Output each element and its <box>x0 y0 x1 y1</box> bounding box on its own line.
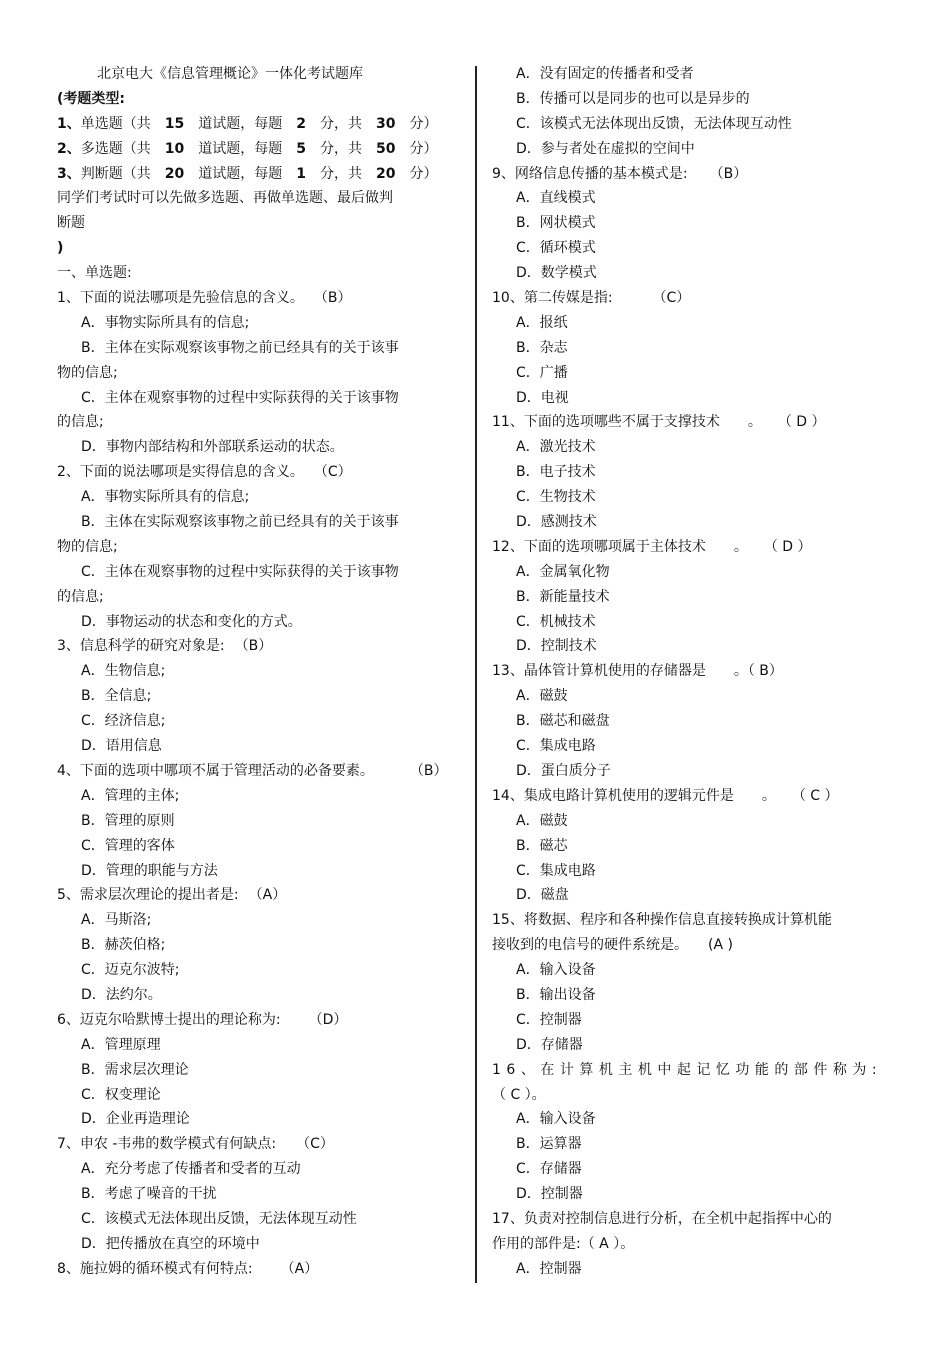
type-line-2: 2、多选题（共 10 道试题，每题 5 分，共 50 分） <box>57 140 438 157</box>
question-8-stem: 8、施拉姆的循环模式有何特点: （A） <box>57 1257 462 1282</box>
option: A．事物实际所具有的信息; <box>81 314 250 331</box>
option: D．事物运动的状态和变化的方式。 <box>81 613 302 630</box>
question-10-stem: 10、第二传媒是指: （C） <box>492 286 892 311</box>
question-12-stem: 12、下面的选项哪项属于主体技术 。 （ D ） <box>492 535 892 560</box>
option: B．新能量技术 <box>516 588 610 605</box>
question-17-stem-cont: 作用的部件是:（ A ）。 <box>492 1235 635 1252</box>
option: B．杂志 <box>516 339 568 356</box>
option: A．输入设备 <box>516 1111 596 1128</box>
option: B．全信息; <box>81 688 152 705</box>
option: D．事物内部结构和外部联系运动的状态。 <box>81 439 344 456</box>
option: B．输出设备 <box>516 986 596 1003</box>
section-heading: 一、单选题: <box>57 265 132 282</box>
question-6-stem: 6、迈克尔哈默博士提出的理论称为: （D） <box>57 1008 462 1033</box>
option: B．考虑了噪音的干扰 <box>81 1186 217 1203</box>
option: A．磁鼓 <box>516 812 568 829</box>
question-2-stem: 2、下面的说法哪项是实得信息的含义。 （C） <box>57 460 462 485</box>
option: B．运算器 <box>516 1136 582 1153</box>
option: D．蛋白质分子 <box>516 762 611 779</box>
question-17-stem: 17、负责对控制信息进行分析，在全机中起指挥中心的 <box>492 1210 832 1227</box>
option: C．主体在观察事物的过程中实际获得的关于该事物 <box>81 563 399 580</box>
answer-1: （B） <box>313 290 352 307</box>
question-9-stem: 9、网络信息传播的基本模式是: （B） <box>492 162 892 187</box>
answer-2: （C） <box>313 464 352 481</box>
option: A．激光技术 <box>516 439 596 456</box>
option: A．报纸 <box>516 314 568 331</box>
note-line-1: 同学们考试时可以先做多选题、再做单选题、最后做判 <box>57 190 393 207</box>
answer-10: （C） <box>652 290 691 307</box>
option: C．广播 <box>516 364 568 381</box>
option: C．权变理论 <box>81 1086 161 1103</box>
option: B．磁芯和磁盘 <box>516 713 610 730</box>
option: B．管理的原则 <box>81 812 175 829</box>
option-cont: 的信息; <box>57 414 104 431</box>
option: A．直线模式 <box>516 190 596 207</box>
option: A．磁鼓 <box>516 688 568 705</box>
option-cont: 物的信息; <box>57 538 118 555</box>
question-5-stem: 5、需求层次理论的提出者是: （A） <box>57 883 462 908</box>
option: A．管理的主体; <box>81 787 180 804</box>
question-7-stem: 7、申农 -韦弗的数学模式有何缺点: （C） <box>57 1132 462 1157</box>
option: D．法约尔。 <box>81 986 162 1003</box>
option: B．主体在实际观察该事物之前已经具有的关于该事 <box>81 514 399 531</box>
answer-15: (A ) <box>708 937 733 954</box>
option: A．控制器 <box>516 1260 582 1277</box>
answer-6: （D） <box>308 1011 348 1028</box>
option: A．事物实际所具有的信息; <box>81 489 250 506</box>
option: C．循环模式 <box>516 240 596 257</box>
question-15-stem: 15、将数据、程序和各种操作信息直接转换成计算机能 <box>492 912 832 929</box>
option: B．传播可以是同步的也可以是异步的 <box>516 90 750 107</box>
option: B．网状模式 <box>516 215 596 232</box>
option: A．马斯洛; <box>81 912 152 929</box>
option: D．参与者处在虚拟的空间中 <box>516 140 695 157</box>
answer-11: （ D ） <box>777 414 826 431</box>
option: D．把传播放在真空的环境中 <box>81 1235 260 1252</box>
answer-8: （A） <box>280 1260 319 1277</box>
answer-9: （B） <box>709 165 748 182</box>
option: D．企业再造理论 <box>81 1111 190 1128</box>
option: A．生物信息; <box>81 663 166 680</box>
option: C．集成电路 <box>516 738 596 755</box>
type-line-3: 3、判断题（共 20 道试题，每题 1 分，共 20 分） <box>57 165 438 182</box>
option: D．感测技术 <box>516 514 597 531</box>
option-cont: 的信息; <box>57 588 104 605</box>
question-11-stem: 11、下面的选项哪些不属于支撑技术 。 （ D ） <box>492 410 892 435</box>
option: A．管理原理 <box>81 1036 161 1053</box>
intro-open: (考题类型: <box>57 90 125 107</box>
option: C．主体在观察事物的过程中实际获得的关于该事物 <box>81 389 399 406</box>
option: D．语用信息 <box>81 738 162 755</box>
option: C．机械技术 <box>516 613 596 630</box>
option: C．管理的客体 <box>81 837 175 854</box>
option: C．迈克尔波特; <box>81 962 180 979</box>
option: B．需求层次理论 <box>81 1061 189 1078</box>
option: B．赫茨伯格; <box>81 937 166 954</box>
option: C．控制器 <box>516 1011 582 1028</box>
intro-close: ) <box>57 240 64 257</box>
right-column <box>492 62 892 1282</box>
question-15-stem-cont: 接收到的电信号的硬件系统是。 (A ) <box>492 933 892 958</box>
option: A．输入设备 <box>516 962 596 979</box>
question-4-stem: 4、下面的选项中哪项不属于管理活动的必备要素。 （B） <box>57 759 462 784</box>
type-line-1: 1、单选题（共 15 道试题，每题 2 分，共 30 分） <box>57 115 438 132</box>
answer-14: （ C ） <box>791 787 839 804</box>
option: A．金属氧化物 <box>516 563 610 580</box>
option: D．管理的职能与方法 <box>81 862 218 879</box>
option: A．没有固定的传播者和受者 <box>516 66 694 82</box>
question-16-stem: 16、在计算机主机中起记忆功能的部件称为: <box>492 1061 883 1078</box>
option: D．数学模式 <box>516 265 597 282</box>
answer-3: （B） <box>234 638 273 655</box>
option: D．存储器 <box>516 1036 583 1053</box>
option: A．充分考虑了传播者和受者的互动 <box>81 1161 301 1178</box>
left-column <box>57 62 462 1282</box>
answer-7: （C） <box>296 1136 334 1153</box>
option: D．电视 <box>516 389 569 406</box>
answer-12: （ D ） <box>763 538 812 555</box>
option: D．控制技术 <box>516 638 597 655</box>
option: D．磁盘 <box>516 887 569 904</box>
answer-13: （ B） <box>747 663 783 680</box>
question-16-stem-cont: （ C ）。 <box>492 1086 546 1103</box>
option: C．该模式无法体现出反馈，无法体现互动性 <box>516 115 792 132</box>
column-divider <box>475 66 477 1283</box>
option: B．磁芯 <box>516 837 568 854</box>
note-line-2: 断题 <box>57 215 85 232</box>
option: B．主体在实际观察该事物之前已经具有的关于该事 <box>81 339 399 356</box>
question-1-stem: 1、下面的说法哪项是先验信息的含义。 （B） <box>57 286 462 311</box>
answer-5: （A） <box>248 887 287 904</box>
option: B．电子技术 <box>516 464 596 481</box>
question-13-stem: 13、晶体管计算机使用的存储器是 。（ B） <box>492 663 783 680</box>
option: C．经济信息; <box>81 713 166 730</box>
question-3-stem: 3、信息科学的研究对象是: （B） <box>57 634 462 659</box>
option: C．该模式无法体现出反馈，无法体现互动性 <box>81 1210 357 1227</box>
option: D．控制器 <box>516 1186 583 1203</box>
page-title: 北京电大《信息管理概论》一体化考试题库 <box>97 66 363 82</box>
option: C．生物技术 <box>516 489 596 506</box>
option: C．集成电路 <box>516 862 596 879</box>
answer-4: （B） <box>409 762 448 779</box>
option: C．存储器 <box>516 1161 582 1178</box>
question-14-stem: 14、集成电路计算机使用的逻辑元件是 。 （ C ） <box>492 784 892 809</box>
option-cont: 物的信息; <box>57 364 118 381</box>
